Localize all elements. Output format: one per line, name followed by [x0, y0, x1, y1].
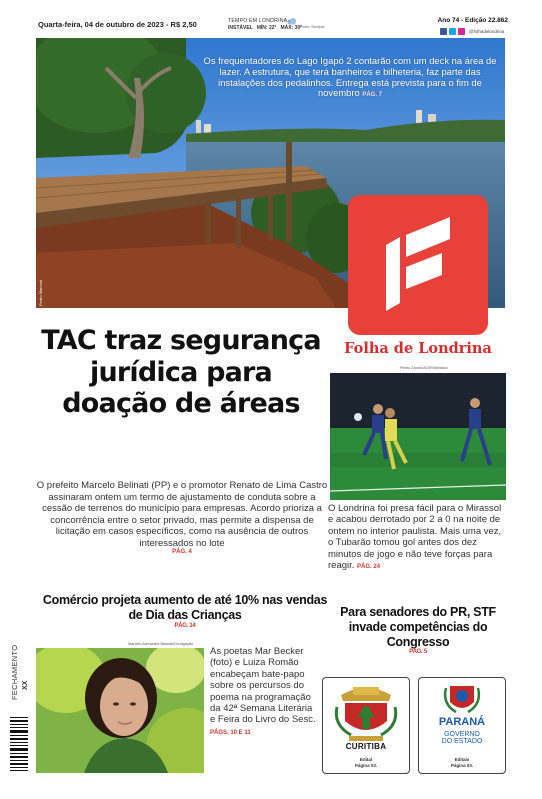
sports-page-ref[interactable]: PÁG. 24 — [357, 563, 381, 570]
photo-credit: Pedro Marconi — [38, 279, 43, 306]
culture-caption-text: As poetas Mar Becker (foto) e Luiza Romão encabeçam bate-papo sobre os percursos do poema na programação da 42ª Semana Literária e Feira do Livro do Sesc. — [210, 646, 316, 726]
main-lead-text: O prefeito Marcelo Belinati (PP) e o promotor Renato de Lima Castro assinaram ontem um termo de ajustamento de conduta sobre a cessão de terrenos do município para empresas. Acordo prioriza a concorrência entre o setor privado, mas permite a dispensa de licitação em casos específicos, como na ausência de outros interessados no lote — [36, 480, 328, 549]
date-price: Quarta-feira, 04 de outubro de 2023 - R$ 2,50 — [38, 20, 197, 29]
lake-caption — [200, 56, 500, 99]
instagram-icon[interactable] — [458, 28, 465, 35]
parana-sub-1: GOVERNO — [444, 731, 480, 738]
parana-government — [419, 731, 505, 746]
logo-mark-icon — [348, 195, 488, 335]
main-page-ref[interactable]: PÁG. 4 — [172, 549, 192, 556]
sports-caption-text: O Londrina foi presa fácil para o Mirassol e acabou derrotado por 2 a 0 na noite de ontem no interior paulista. Mais uma vez, o Tubarão tomou gol antes dos dez minutos de jogo e não teve forças para reagir. — [328, 503, 502, 571]
parana-page: Página 03. — [450, 763, 474, 768]
parana-coat-of-arms-icon — [442, 682, 482, 716]
curitiba-coat-of-arms-icon — [331, 681, 401, 743]
facebook-icon[interactable] — [440, 28, 447, 35]
senate-story[interactable] — [328, 605, 508, 656]
closing-code: XX — [22, 680, 29, 690]
portrait-photo-credit: Marcelo Alexandre Bassan/Divulgação — [128, 642, 194, 646]
newspaper-logo — [348, 195, 488, 335]
senate-page-ref[interactable]: PÁG. 5 — [409, 649, 427, 656]
curitiba-edital-label: Edital — [359, 757, 373, 762]
commerce-story[interactable] — [40, 593, 330, 630]
lake-page-ref[interactable]: PÁG. 7 — [362, 92, 382, 99]
edition-number: Ano 74 - Edição 22.862 — [437, 17, 508, 24]
parana-name: PARANÁ — [438, 716, 486, 728]
parana-sub-2: DO ESTADO — [441, 738, 483, 746]
senate-headline: Para senadores do PR, STF invade competências do Congresso — [340, 605, 496, 649]
weather-min: MÍN: 22° — [256, 24, 277, 31]
social-handle: @folhadelondrina — [469, 28, 505, 34]
weather-source: Fonte: Simepar — [300, 25, 325, 29]
curitiba-ad[interactable] — [322, 677, 410, 774]
culture-page-ref[interactable]: PÁGS. 10 E 11 — [210, 729, 251, 736]
parana-editais-label: Editais — [454, 757, 470, 762]
sports-caption — [328, 503, 508, 571]
main-headline[interactable]: TAC traz segurança jurídica para doação de áreas — [41, 325, 321, 420]
weather-title: TEMPO EM LONDRINA — [228, 18, 288, 24]
barcode-icon — [8, 715, 30, 773]
poet-illustration — [36, 648, 204, 773]
weather-condition: INSTÁVEL — [228, 24, 253, 31]
commerce-headline: Comércio projeta aumento de até 10% nas vendas de Dia das Crianças — [42, 593, 328, 622]
newspaper-name: Folha de Londrina — [344, 340, 492, 357]
commerce-page-ref[interactable]: PÁG. 14 — [174, 622, 196, 629]
main-lead — [36, 480, 328, 557]
cloud-icon — [286, 17, 297, 26]
parana-ad[interactable] — [418, 677, 506, 774]
curitiba-name: CURITIBA — [345, 742, 387, 751]
soccer-illustration — [330, 373, 506, 500]
lake-caption-text: Os frequentadores do Lago Igapó 2 contarão com um deck na área de lazer. A estrutura, que terá banheiros e bilheteria, faz parte das instalações dos pedalinhos. Entrega está prevista para o fim de novembro — [203, 55, 497, 99]
soccer-photo-credit: Pedro Zacchi/AGIF/Mirassol — [400, 366, 448, 370]
culture-caption — [210, 646, 318, 737]
twitter-icon[interactable] — [449, 28, 456, 35]
weather-max: MÁX: 30° — [280, 24, 303, 31]
closing-label: FECHAMENTO — [10, 644, 19, 700]
poet-portrait-photo — [36, 648, 204, 773]
social-links — [440, 27, 504, 35]
curitiba-page: Página 03. — [354, 763, 378, 768]
soccer-photo — [330, 373, 506, 500]
